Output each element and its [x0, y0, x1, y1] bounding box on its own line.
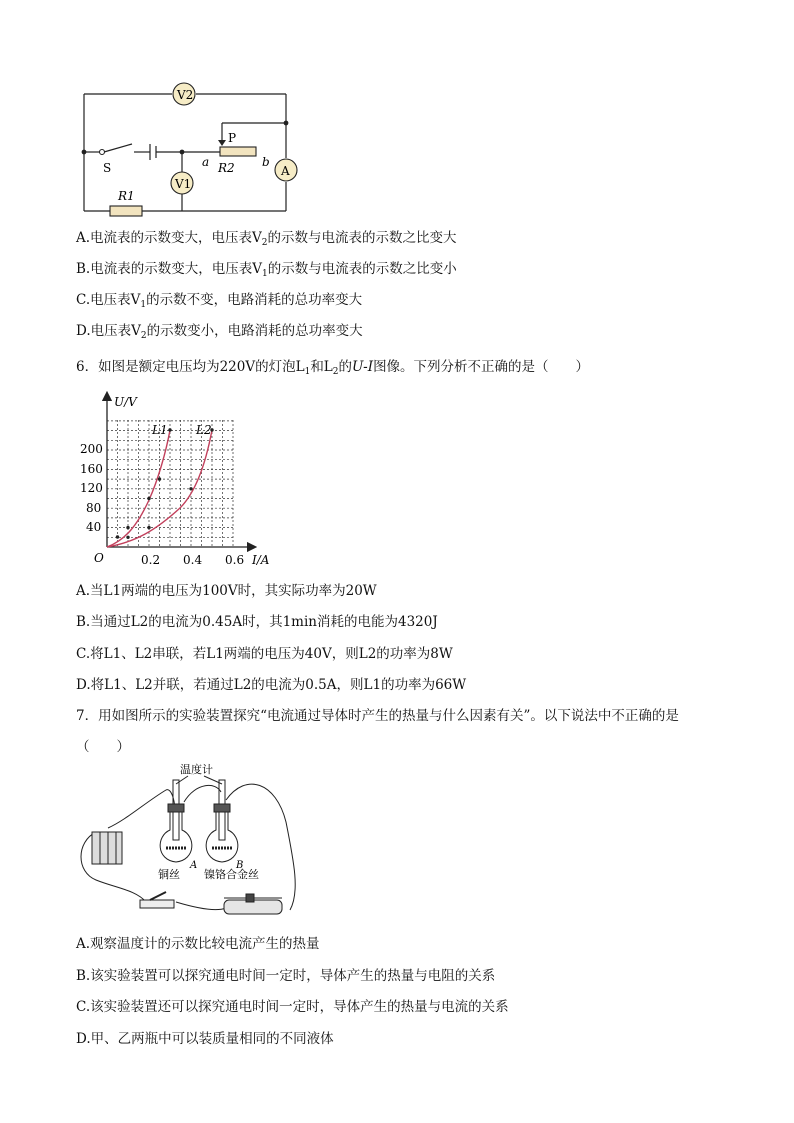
- r2-label: R2: [218, 161, 235, 175]
- r1-label: R1: [118, 189, 135, 203]
- v2-label: V2: [177, 88, 194, 102]
- q5-option-d[interactable]: D.电压表$V_2$的示数变小，电路消耗的总功率变大: [76, 323, 363, 341]
- chart-grid: [107, 420, 233, 547]
- flask-b-label: B: [236, 860, 244, 871]
- q6-option-c[interactable]: C.将L1、L2串联，若L1两端的电压为40V，则L2的功率为8W: [76, 646, 453, 662]
- x-axis-label: I/A: [252, 553, 270, 567]
- terminal-a-label: a: [202, 155, 210, 169]
- flask-a-label: A: [190, 860, 198, 871]
- q5-option-a[interactable]: A.电流表的示数变大，电压表$V_2$的示数与电流表的示数之比变大: [76, 230, 457, 248]
- copper-wire-label: 铜丝: [158, 868, 180, 881]
- ui-graph-q6: [80, 392, 286, 572]
- nichrome-wire-label: 镍铬合金丝: [204, 868, 259, 881]
- q7-stem-line2: （ ）: [76, 739, 130, 755]
- y-tick-80: 80: [86, 501, 102, 515]
- curve-label-l1: L1: [152, 423, 168, 437]
- thermometer-label: 温度计: [180, 763, 213, 776]
- apparatus-figure-q7: [76, 762, 306, 922]
- q7-option-c[interactable]: C.该实验装置还可以探究通电时间一定时，导体产生的热量与电流的关系: [76, 999, 509, 1015]
- y-tick-160: 160: [80, 462, 103, 476]
- q7-option-a[interactable]: A.观察温度计的示数比较电流产生的热量: [76, 936, 320, 952]
- origin-label: O: [94, 551, 104, 565]
- y-tick-120: 120: [80, 481, 103, 495]
- x-tick-0.4: 0.4: [183, 553, 203, 567]
- q7-option-b[interactable]: B.该实验装置可以探究通电时间一定时，导体产生的热量与电阻的关系: [76, 968, 496, 984]
- y-tick-40: 40: [86, 520, 102, 534]
- q6-stem: 6．如图是额定电压均为220V的灯泡$L_1$和$L_2$的U-I图像。下列分析不正确的是（ ）: [76, 359, 590, 377]
- slider-p-label: P: [228, 131, 237, 145]
- x-tick-0.6: 0.6: [225, 553, 245, 567]
- q5-option-b[interactable]: B.电流表的示数变大，电压表$V_1$的示数与电流表的示数之比变小: [76, 261, 457, 279]
- curve-label-l2: L2: [196, 423, 212, 437]
- q6-option-d[interactable]: D.将L1、L2并联，若通过L2的电流为0.5A，则L1的功率为66W: [76, 677, 467, 693]
- circuit-diagram-q5: [76, 80, 306, 220]
- y-axis-label: U/V: [114, 395, 137, 409]
- q7-option-d[interactable]: D.甲、乙两瓶中可以装质量相同的不同液体: [76, 1031, 334, 1047]
- q6-option-b[interactable]: B.当通过L2的电流为0.45A时，其1min消耗的电能为4320J: [76, 614, 438, 630]
- q6-option-a[interactable]: A.当L1两端的电压为100V时，其实际功率为20W: [76, 583, 377, 599]
- switch-label: S: [103, 161, 112, 175]
- y-tick-200: 200: [80, 442, 103, 456]
- ammeter-label: A: [281, 164, 290, 178]
- terminal-b-label: b: [262, 155, 270, 169]
- x-tick-0.2: 0.2: [141, 553, 161, 567]
- q7-stem-line1: 7．用如图所示的实验装置探究“电流通过导体时产生的热量与什么因素有关”。以下说法中不正确的是: [76, 708, 679, 724]
- q5-option-c[interactable]: C.电压表$V_1$的示数不变，电路消耗的总功率变大: [76, 292, 363, 310]
- v1-label: V1: [175, 177, 192, 191]
